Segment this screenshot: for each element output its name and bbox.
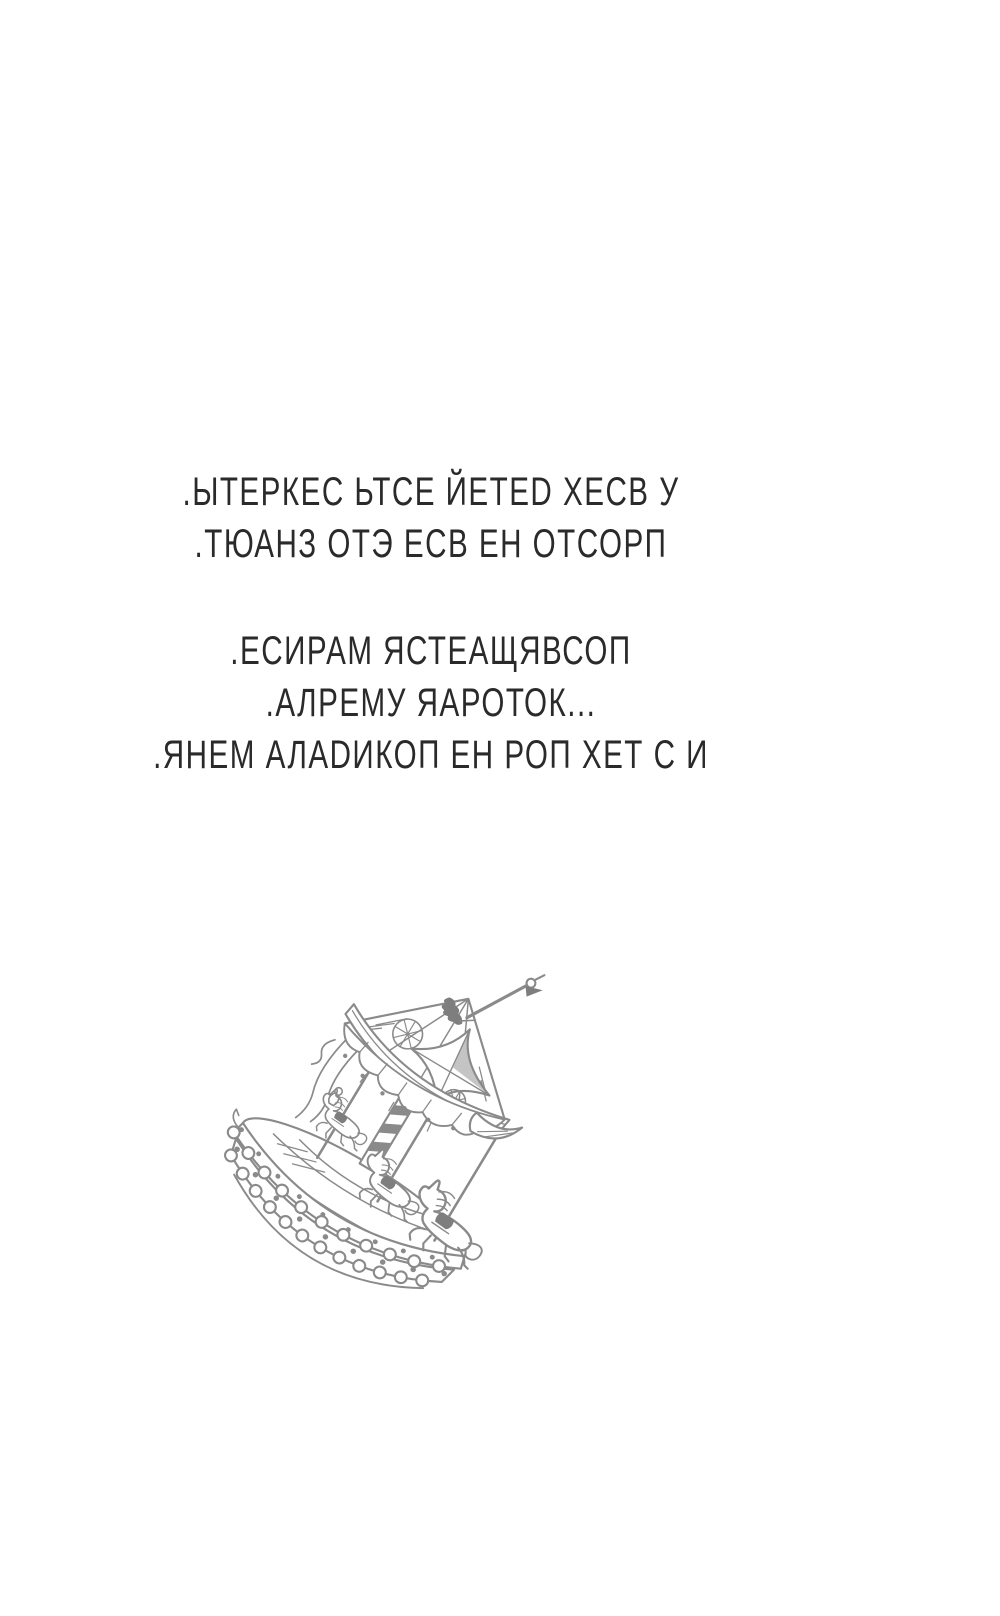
dedication-line-1: .ЫТЕРКЕС ЬТСЕ ЙЕТЕD ХЕСВ У <box>182 470 680 514</box>
dedication-line-4: .АЛРЕМУ ЯАРОТОК... <box>265 681 597 725</box>
dedication-line-2: .ТЮАНЗ ОТЭ ЕСВ ЕН ОТСОРП <box>194 522 668 566</box>
dedication-line-3: .ЕСИРАМ ЯСТЕАЩЯВСОП <box>230 629 632 673</box>
dedication-block-2 <box>0 625 862 781</box>
carousel-illustration <box>196 886 616 1326</box>
carousel-group <box>196 886 616 1326</box>
dedication-line-5: .ЯНЕМ АЛАDИКОП ЕН РОП ХЕТ С И <box>153 733 709 777</box>
dedication-block-1 <box>0 466 862 570</box>
carousel-icon <box>196 886 616 1326</box>
